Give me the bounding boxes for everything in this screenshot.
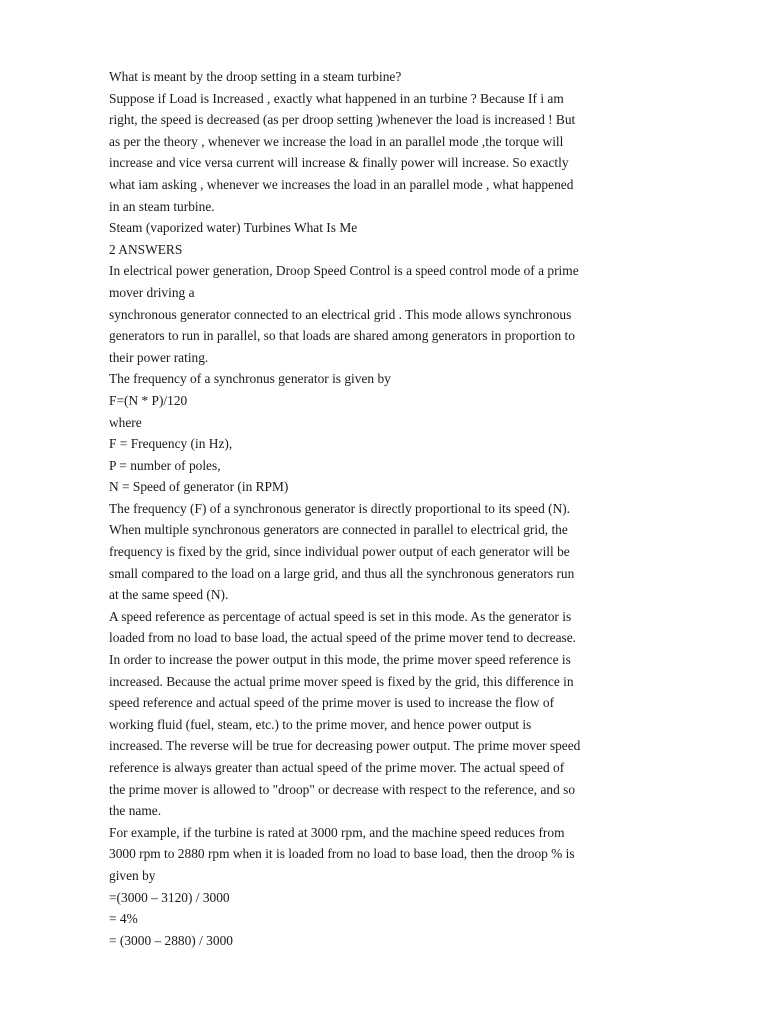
document-line: increased. The reverse will be true for decreasing power output. The prime mover speed <box>109 738 581 754</box>
document-line: as per the theory , whenever we increase the load in an parallel mode ,the torque will <box>109 133 564 149</box>
document-page <box>109 66 657 951</box>
document-line: 2 ANSWERS <box>109 241 183 257</box>
document-line: synchronous generator connected to an electrical grid . This mode allows synchronous <box>109 306 572 322</box>
document-line: = (3000 – 2880) / 3000 <box>109 932 233 948</box>
document-line: in an steam turbine. <box>109 198 215 214</box>
document-line: their power rating. <box>109 349 209 365</box>
document-line: what iam asking , whenever we increases the load in an parallel mode , what happened <box>109 176 574 192</box>
document-line: the name. <box>109 803 162 819</box>
document-line: right, the speed is decreased (as per droop setting )whenever the load is increased ! But <box>109 112 576 128</box>
document-line: A speed reference as percentage of actual speed is set in this mode. As the generator is <box>109 608 572 624</box>
document-line: mover driving a <box>109 284 195 300</box>
document-line: frequency is fixed by the grid, since individual power output of each generator will be <box>109 544 570 560</box>
document-line: reference is always greater than actual speed of the prime mover. The actual speed of <box>109 760 565 775</box>
document-line: The frequency of a synchronus generator is given by <box>109 371 391 387</box>
document-line: F = Frequency (in Hz), <box>109 436 233 452</box>
document-line: Suppose if Load is Increased , exactly what happened in an turbine ? Because If i am <box>109 90 564 106</box>
document-line: N = Speed of generator (in RPM) <box>109 479 289 495</box>
document-line: small compared to the load on a large grid, and thus all the synchronous generators run <box>109 565 575 581</box>
document-line: = 4% <box>109 911 138 927</box>
document-line: =(3000 – 3120) / 3000 <box>109 889 230 905</box>
document-line: What is meant by the droop setting in a steam turbine? <box>109 69 402 84</box>
document-line: speed reference and actual speed of the prime mover is used to increase the flow of <box>109 695 555 711</box>
document-line: Steam (vaporized water) Turbines What Is Me <box>109 220 358 236</box>
document-line: F=(N * P)/120 <box>109 392 188 408</box>
document-line: In order to increase the power output in this mode, the prime mover speed reference is <box>109 652 571 668</box>
document-line: 3000 rpm to 2880 rpm when it is loaded from no load to base load, then the droop % is <box>109 846 575 862</box>
document-line: In electrical power generation, Droop Speed Control is a speed control mode of a prime <box>109 263 579 279</box>
document-line: loaded from no load to base load, the actual speed of the prime mover tend to decrease. <box>109 630 577 646</box>
document-line: generators to run in parallel, so that loads are shared among generators in proportion to <box>109 328 575 344</box>
document-line: The frequency (F) of a synchronous generator is directly proportional to its speed (N). <box>109 500 571 516</box>
document-line: increased. Because the actual prime mover speed is fixed by the grid, this difference in <box>109 673 574 689</box>
document-line: For example, if the turbine is rated at 3000 rpm, and the machine speed reduces from <box>109 824 565 840</box>
document-line: When multiple synchronous generators are connected in parallel to electrical grid, the <box>109 522 568 538</box>
document-line: at the same speed (N). <box>109 587 229 603</box>
document-line: where <box>109 414 142 430</box>
document-line: working fluid (fuel, steam, etc.) to the prime mover, and hence power output is <box>109 716 532 732</box>
document-line: given by <box>109 867 156 883</box>
document-line: P = number of poles, <box>109 457 221 473</box>
document-line: the prime mover is allowed to "droop" or decrease with respect to the reference, and so <box>109 781 576 797</box>
document-line: increase and vice versa current will increase & finally power will increase. So exactly <box>109 155 569 171</box>
